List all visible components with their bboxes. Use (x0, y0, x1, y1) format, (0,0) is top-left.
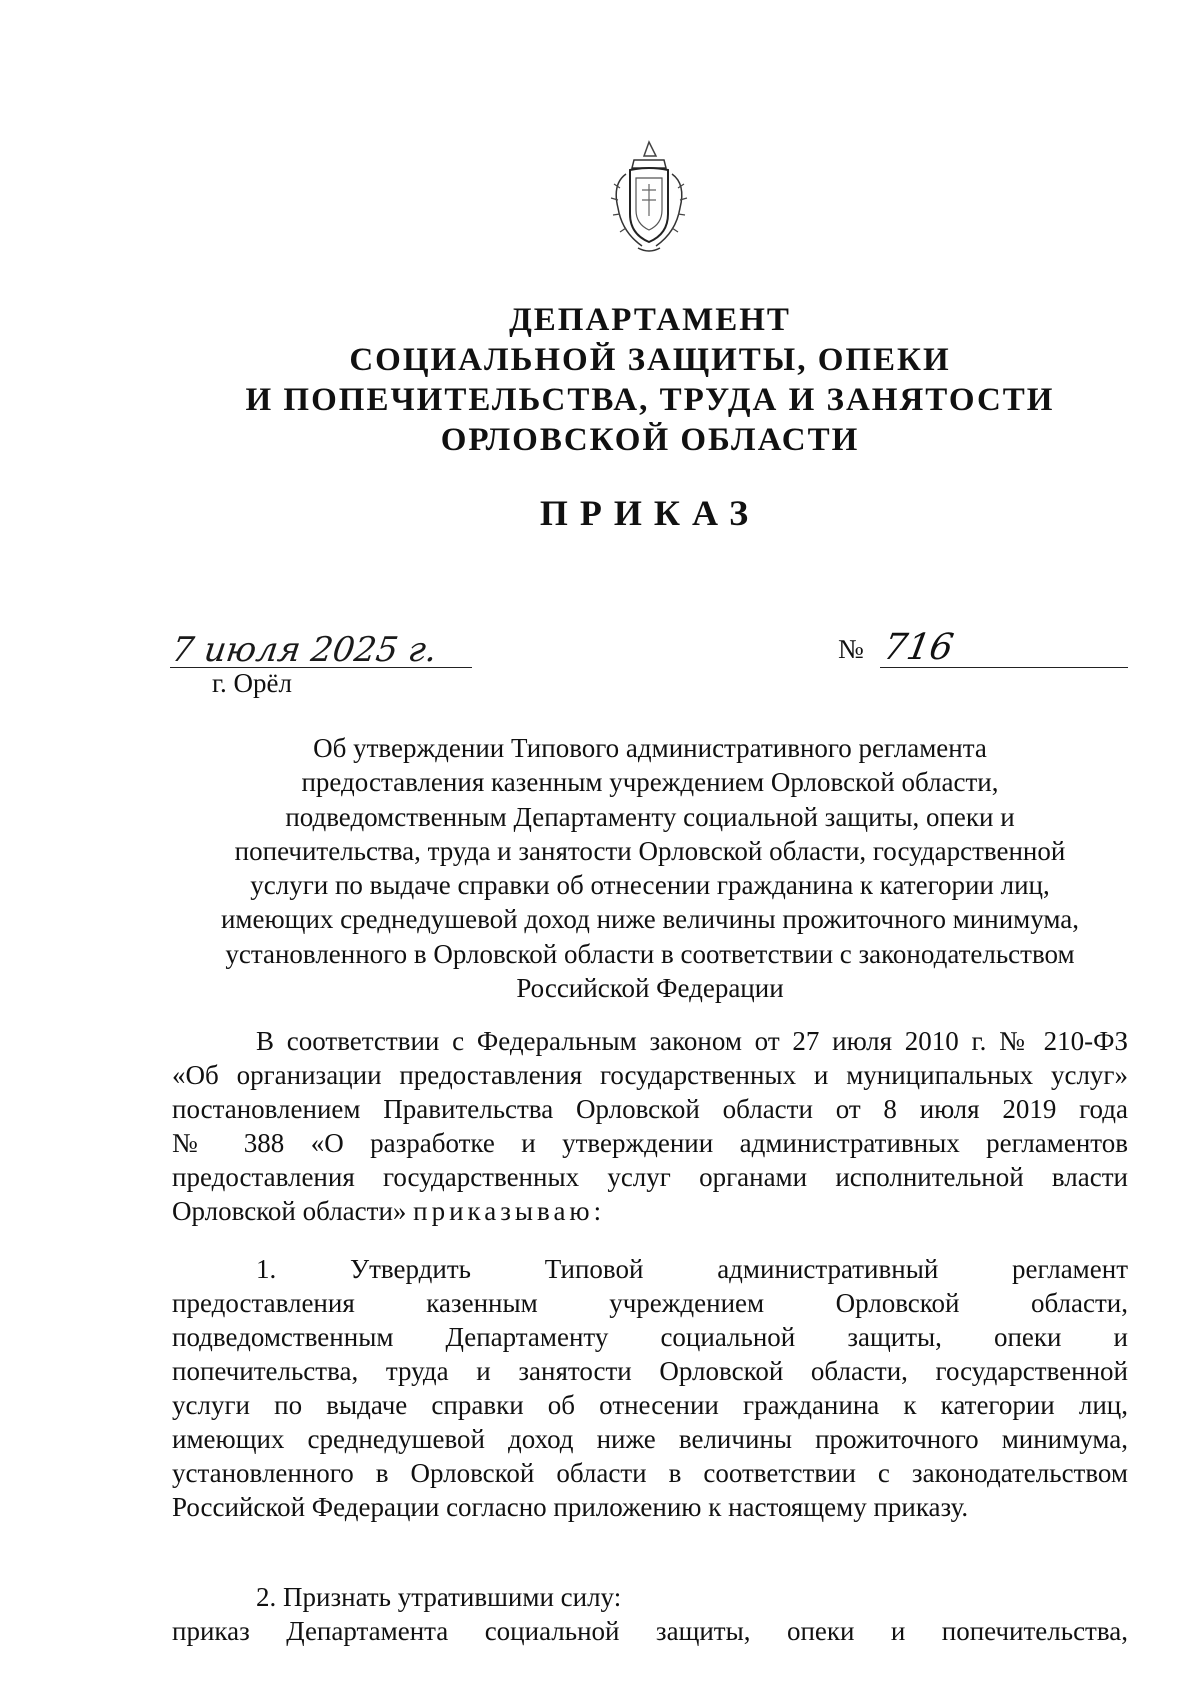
number-label: № (838, 634, 864, 664)
document-type: ПРИКАЗ (539, 493, 761, 533)
preamble-line: постановлением Правительства Орловской области от 8 июля 2019 года (172, 1094, 1128, 1124)
paragraph-line: 1. Утвердить Типовой административный регламент (256, 1254, 1128, 1284)
preamble (172, 1024, 1128, 1228)
subject-line: Об утверждении Типового административного регламента (313, 733, 987, 763)
preamble-line: предоставления государственных услуг органами исполнительной власти (172, 1162, 1128, 1192)
paragraph-2-body (172, 1614, 1128, 1648)
handwritten-number: 716 (880, 627, 957, 668)
paragraph-1 (172, 1252, 1128, 1524)
subject-line: имеющих среднедушевой доход ниже величины прожиточного минимума, (220, 904, 1080, 935)
paragraph-2 (172, 1580, 1128, 1614)
coat-of-arms-icon (604, 138, 694, 256)
document-subject (170, 731, 1130, 1005)
org-line: ДЕПАРТАМЕНТ (509, 302, 791, 338)
preamble-line: № 388 «О разработке и утверждении административных регламентов (172, 1128, 1128, 1158)
subject-line: предоставления казенным учреждением Орловской области, (301, 767, 999, 798)
preamble-line: «Об организации предоставления государственных и муниципальных услуг» (172, 1060, 1128, 1090)
organization-name (200, 300, 1100, 460)
paragraph-line: установленного в Орловской области в соответствии с законодательством (172, 1458, 1128, 1488)
org-line: ОРЛОВСКОЙ ОБЛАСТИ (440, 422, 860, 458)
paragraph-line: приказ Департамента социальной защиты, опеки и попечительства, (172, 1616, 1128, 1646)
paragraph-line: попечительства, труда и занятости Орловской области, государственной (172, 1356, 1128, 1386)
subject-line: попечительства, труда и занятости Орловской области, государственной (234, 835, 1066, 866)
paragraph-line: услуги по выдаче справки об отнесении гражданина к категории лиц, (172, 1390, 1128, 1420)
paragraph-line: подведомственным Департаменту социальной защиты, опеки и (172, 1322, 1128, 1352)
paragraph-heading: 2. Признать утратившими силу: (256, 1582, 622, 1612)
city: г. Орёл (212, 668, 292, 698)
preamble-last-line (172, 1194, 1128, 1228)
preamble-line-prefix: Орловской области» (172, 1196, 407, 1226)
paragraph-line: имеющих среднедушевой доход ниже величины прожиточного минимума, (172, 1424, 1128, 1454)
org-line: СОЦИАЛЬНОЙ ЗАЩИТЫ, ОПЕКИ (349, 342, 951, 378)
paragraph-line: предоставления казенным учреждением Орловской области, (172, 1288, 1128, 1318)
order-word: приказываю: (413, 1196, 606, 1226)
paragraph-line: Российской Федерации согласно приложению к настоящему приказу. (172, 1492, 969, 1522)
handwritten-date: 7 июля 2025 г. (169, 630, 440, 670)
subject-line: установленного в Орловской области в соответствии с законодательством (225, 938, 1075, 969)
org-line: И ПОПЕЧИТЕЛЬСТВА, ТРУДА И ЗАНЯТОСТИ (245, 382, 1055, 418)
subject-line: Российской Федерации (516, 973, 784, 1004)
number-underline (880, 667, 1128, 668)
subject-line: подведомственным Департаменту социальной защиты, опеки и (285, 801, 1015, 832)
preamble-line: В соответствии с Федеральным законом от 27 июля 2010 г. № 210-ФЗ (256, 1026, 1128, 1056)
subject-line: услуги по выдаче справки об отнесении гражданина к категории лиц, (250, 870, 1050, 901)
